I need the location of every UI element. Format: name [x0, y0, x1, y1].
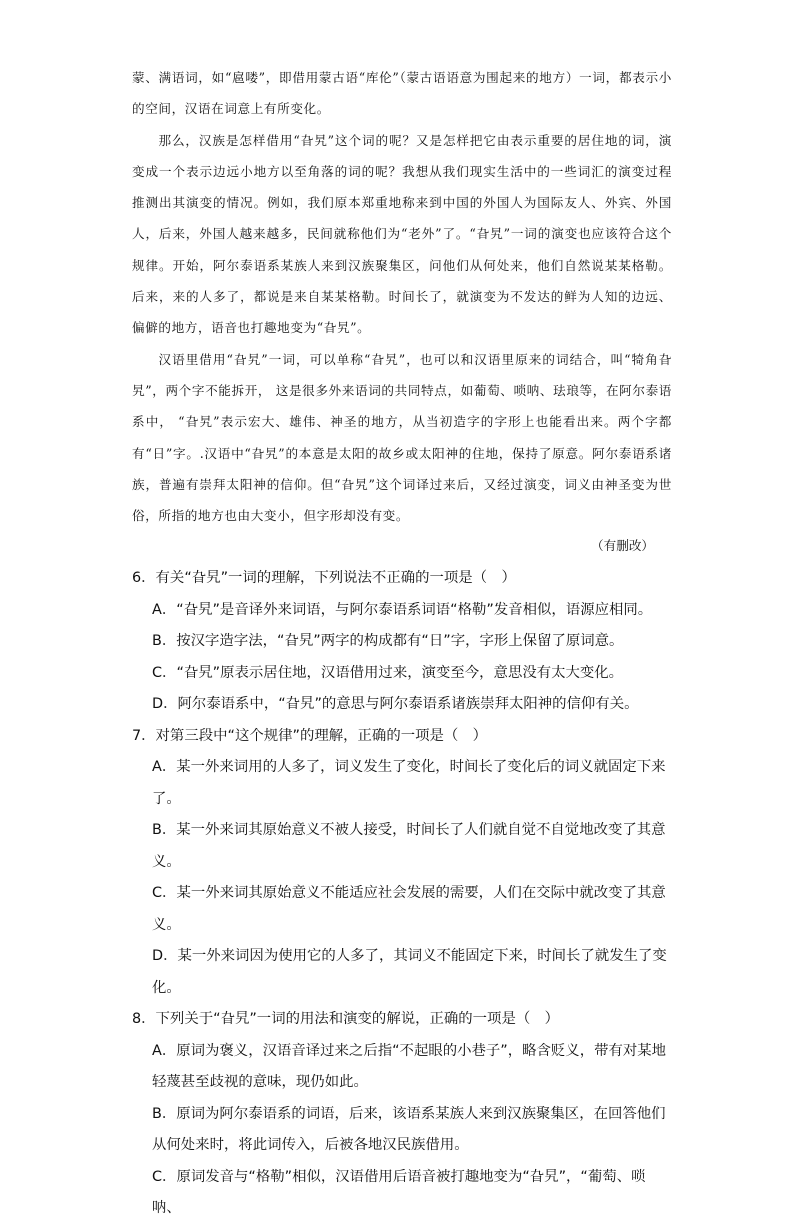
option-d: D．某一外来词因为使用它的人多了，其词义不能固定下来，时间长了就发生了变化。: [152, 948, 667, 996]
option-a: A．某一外来词用的人多了，词义发生了变化，时间长了变化后的词义就固定下来了。: [152, 759, 666, 807]
source-note: （有删改）: [591, 538, 654, 553]
question-6: [132, 563, 672, 721]
question-stem: 8．下列关于“旮旯”一词的用法和演变的解说，正确的一项是（ ）: [132, 1011, 560, 1027]
option-b: B．原词为阿尔泰语系的词语，后来，该语系某族人来到汉族聚集区，在回答他们从何处来时，将此词传入，后被各地汉民族借用。: [152, 1105, 666, 1153]
passage-paragraph-3: 汉语里借用“旮旯”一词，可以单称“旮旯”，也可以和汉语里原来的词结合，叫“犄角旮旯”，两个字不能拆开， 这是很多外来语词的共同特点，如葡萄、唢呐、珐琅等，在阿尔泰语系中， “旮旯”表示宏大、雄伟、神圣的地方，从当初造字的字形上也能看出来。两个字都有“日”字。.汉语中“旮旯”的本意是太阳的故乡或太阳神的住地，保持了原意。阿尔泰语系诸族，普遍有崇拜太阳神的信仰。但“旮旯”这个词译过来后，又经过演变，词义由神圣变为世俗，所指的地方也由大变小，但字形却没有变。: [132, 351, 672, 524]
question-7: [132, 721, 672, 1005]
passage-paragraph-1: 蒙、满语词，如“扈喽”，即借用蒙古语“库伦”（蒙古语语意为围起来的地方）一词，都表示小的空间，汉语在词意上有所变化。: [132, 70, 672, 117]
question-8: [132, 1004, 672, 1225]
reading-passage: [132, 62, 672, 531]
option-b: B．某一外来词其原始意义不被人接受，时间长了人们就自觉不自觉地改变了其意义。: [152, 822, 666, 870]
option-b: B．按汉字造字法，“旮旯”两字的构成都有“日”字，字形上保留了原词意。: [152, 633, 624, 649]
option-a: A．“旮旯”是音译外来词语，与阿尔泰语系词语“格勒”发音相似，语源应相同。: [152, 601, 653, 618]
option-a: A．原词为褒义，汉语音译过来之后指“不起眼的小巷子”，略含贬义，带有对某地轻蔑甚至歧视的意味，现仍如此。: [152, 1042, 667, 1090]
option-c: C．原词发音与“格勒”相似，汉语借用后语音被打趣地变为“旮旯”，“葡萄、唢呐、: [152, 1168, 646, 1216]
option-c: C．“旮旯”原表示居住地，汉语借用过来，演变至今，意思没有太大变化。: [152, 664, 624, 681]
option-c: C．某一外来词其原始意义不能适应社会发展的需要，人们在交际中就改变了其意义。: [152, 885, 666, 933]
question-list: [132, 563, 672, 1225]
passage-paragraph-2: 那么，汉族是怎样借用“旮旯”这个词的呢？又是怎样把它由表示重要的居住地的词，演变成一个表示边远小地方以至角落的词的呢？我想从我们现实生活中的一些词汇的演变过程推测出其演变的情况。例如，我们原本郑重地称来到中国的外国人为国际友人、外宾、外国人，后来，外国人越来越多，民间就称他们为“老外”了。“旮旯”一词的演变也应该符合这个规律。开始，阿尔泰语系某族人来到汉族聚集区，问他们从何处来，他们自然说某某格勒。后来，来的人多了，都说是来自某某格勒。时间长了，就演变为不发达的鲜为人知的边远、偏僻的地方，语音也打趣地变为“旮旯”。: [132, 132, 672, 336]
option-d: D．阿尔泰语系中，“旮旯”的意思与阿尔泰语系诸族崇拜太阳神的信仰有关。: [152, 696, 639, 712]
question-stem: 7．对第三段中“这个规律”的理解，正确的一项是（ ）: [132, 727, 488, 744]
question-stem: 6．有关“旮旯”一词的理解，下列说法不正确的一项是（ ）: [132, 570, 516, 586]
